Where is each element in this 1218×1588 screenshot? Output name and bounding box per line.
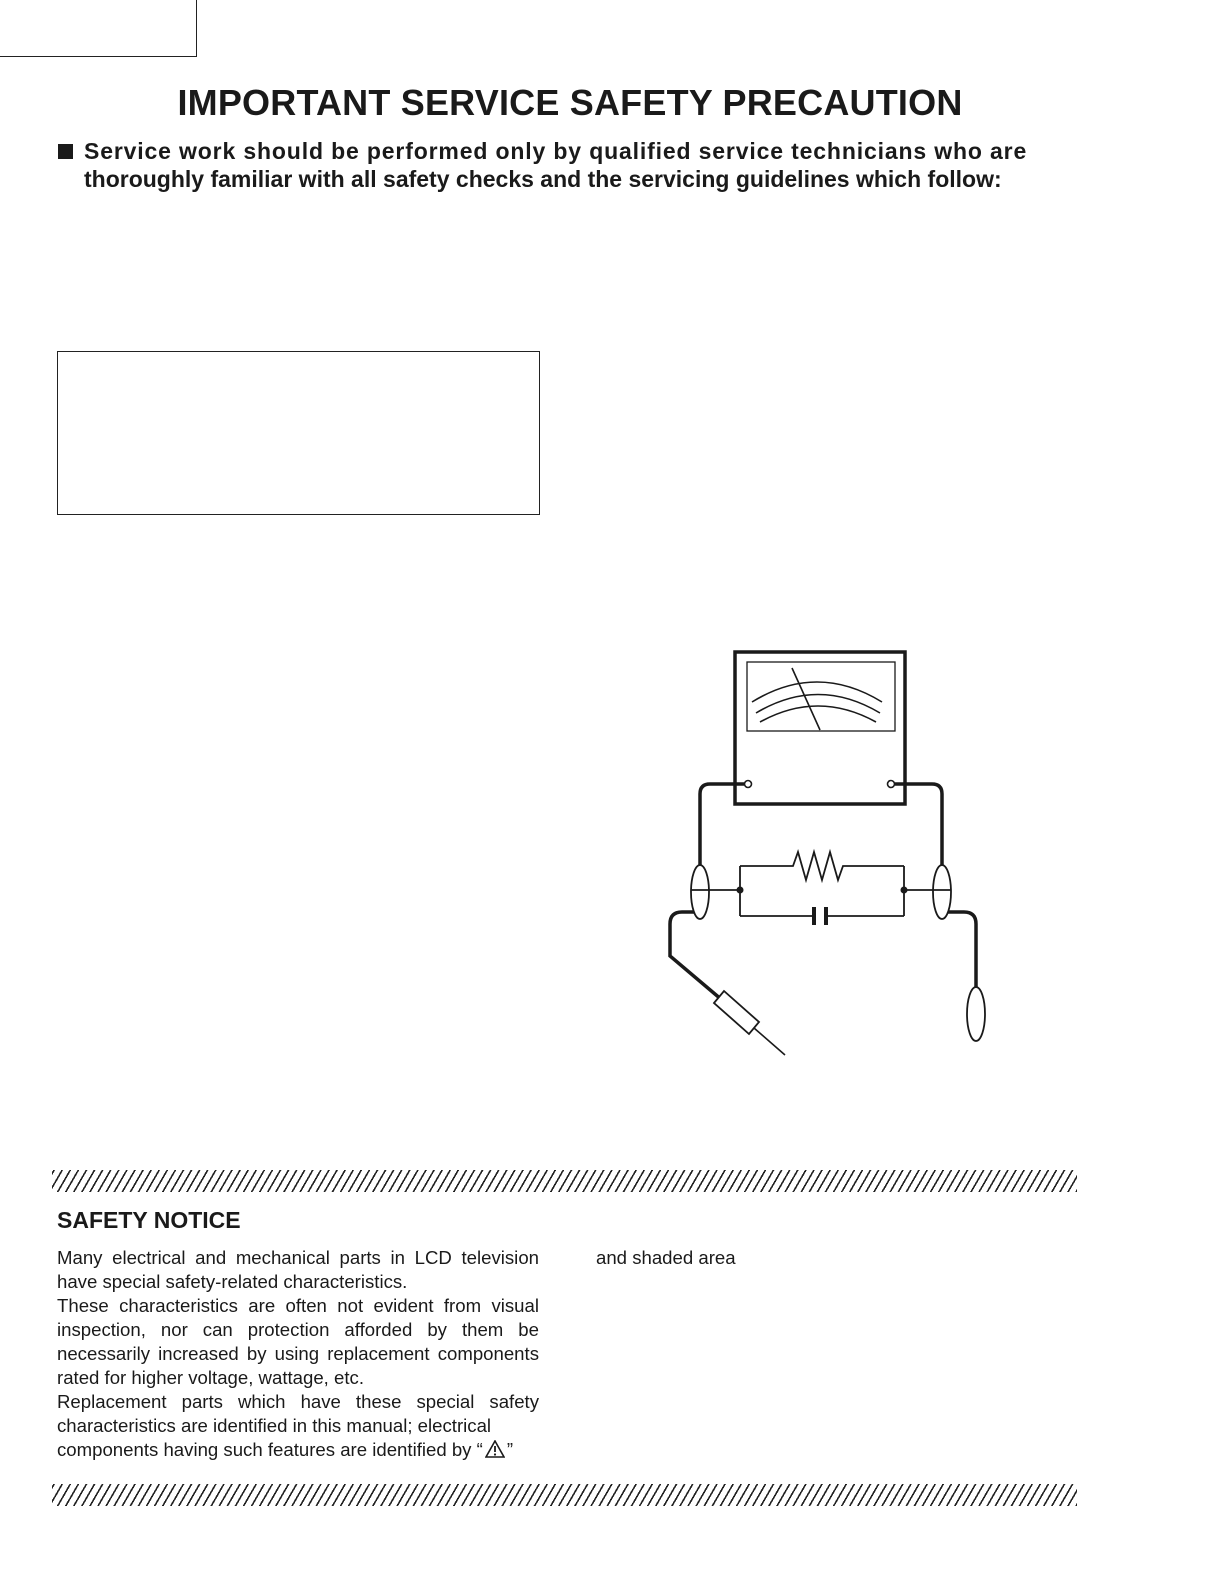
page-title: IMPORTANT SERVICE SAFETY PRECAUTION [177,82,963,123]
hatched-divider-top [52,1170,1077,1192]
safety-notice-right-column: and shaded area [596,1247,736,1268]
empty-text-frame [57,351,540,515]
junction-dot-left [737,887,744,894]
leakage-test-diagram [660,650,1020,1070]
intro-line-2: thoroughly familiar with all safety checks and the servicing guidelines which follow: [84,166,1002,192]
warning-triangle-icon [485,1440,505,1458]
hatched-divider-bottom [52,1484,1077,1506]
safety-notice-mark-line [57,1438,539,1462]
ground-clip-icon [967,987,985,1041]
safety-notice-paragraph-3: Replacement parts which have these special safety characteristics are identified in this manual; electrical [57,1391,539,1436]
safety-notice-heading: SAFETY NOTICE [57,1207,241,1233]
square-bullet-icon [58,144,73,159]
intro-line-1: Service work should be performed only by qualified service technicians who are [84,138,1028,164]
meter-icon [735,652,905,804]
probe-icon [714,991,785,1055]
lead-clip-right-icon [933,865,951,919]
lead-clip-left-icon [691,865,709,919]
mark-line-prefix: components having such features are identified by “ [57,1439,483,1460]
safety-notice-paragraph-2: These characteristics are often not evident from visual inspection, nor can protection afforded by them be necessarily increased by using replacement components rated for higher voltage, wattage, etc. [57,1295,539,1388]
page-corner-frame [0,0,197,57]
safety-notice-body [57,1246,539,1462]
test-leads [670,784,976,1000]
mark-line-suffix: ” [506,1439,514,1460]
safety-notice-paragraph-1: Many electrical and mechanical parts in LCD television have special safety-related characteristics. [57,1247,539,1292]
junction-dot-right [901,887,908,894]
